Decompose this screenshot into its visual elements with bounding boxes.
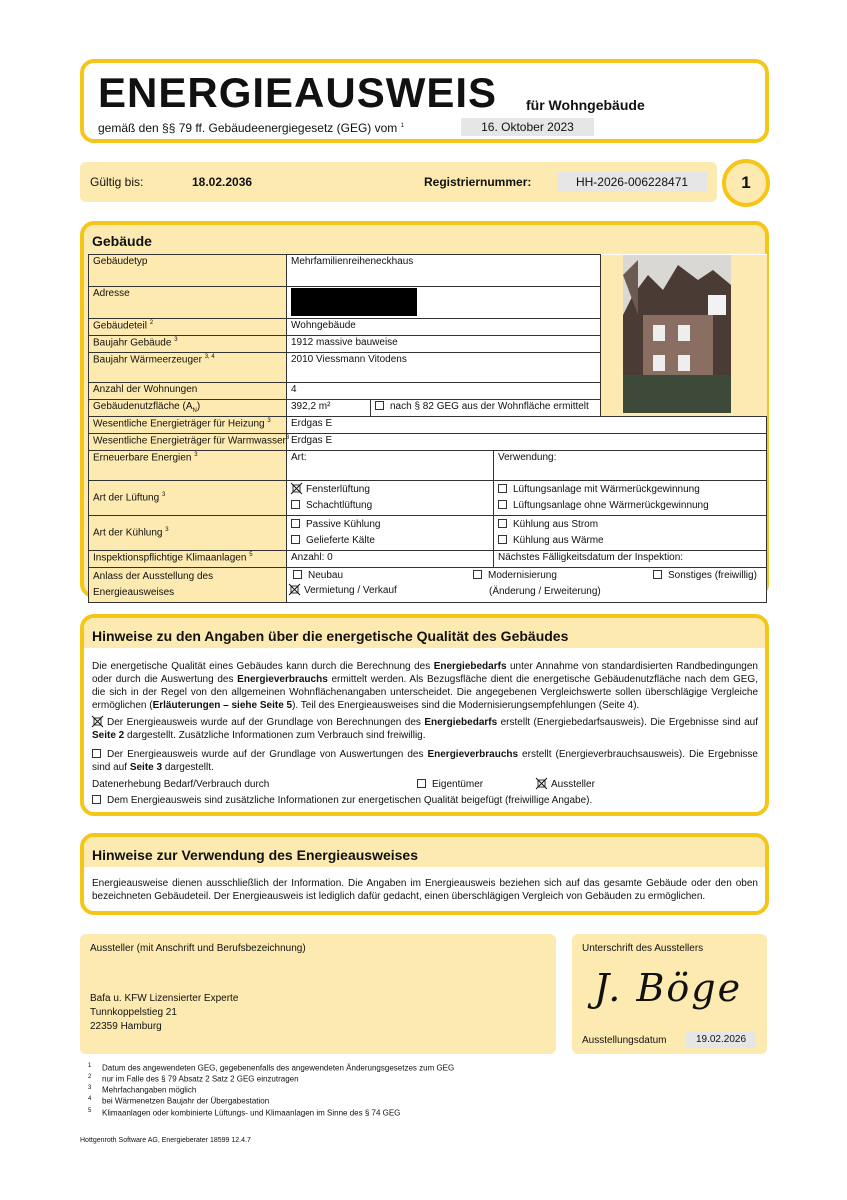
consumption-c: erstellt (Energieverbrauchsausweis). Die Ergebnisse sind auf xyxy=(92,749,758,773)
area-subscript: N xyxy=(192,408,197,414)
checkbox[interactable] xyxy=(293,570,302,579)
checked-checkbox-icon[interactable] xyxy=(289,584,300,595)
footnote-ref: 3 xyxy=(285,435,290,441)
extra-info-label: Dem Energieausweis sind zusätzliche Informationen zur energetischen Qualität beigefügt (freiwillige Angabe). xyxy=(107,795,593,806)
footnote-ref: 3 xyxy=(161,492,166,499)
demand-c: erstellt (Energiebedarfsausweis). Die Ergebnisse sind auf xyxy=(497,717,758,728)
registration-number: HH-2026-006228471 xyxy=(557,172,707,192)
renewable-type: Art: xyxy=(287,451,494,481)
footnote-text: nur im Falle des § 79 Absatz 2 Satz 2 GEG einzutragen xyxy=(102,1074,299,1084)
cool-passive[interactable] xyxy=(291,517,489,533)
checkbox[interactable] xyxy=(291,519,300,528)
cool-electric[interactable] xyxy=(498,517,762,533)
legal-basis-text: gemäß den §§ 79 ff. Gebäudeenergiegesetz (GEG) vom xyxy=(98,121,398,135)
renewable-label-text: Erneuerbare Energien xyxy=(93,452,192,464)
reason-other[interactable] xyxy=(653,570,757,581)
checkbox[interactable] xyxy=(498,519,507,528)
reason-rent[interactable] xyxy=(289,585,397,596)
geg-date: 16. Oktober 2023 xyxy=(461,118,594,136)
quality-hints-title: Hinweise zu den Angaben über die energetische Qualität des Gebäudes xyxy=(92,628,569,644)
area-note xyxy=(371,400,601,417)
footnote-number: 5 xyxy=(88,1107,92,1114)
footnote-text: Mehrfachangaben möglich xyxy=(102,1085,197,1095)
header-box xyxy=(80,59,769,143)
collect-issuer-label: Aussteller xyxy=(551,779,595,790)
footnote-ref: 3 xyxy=(165,527,169,534)
cool-passive-label: Passive Kühlung xyxy=(306,519,381,530)
heater-value: 2010 Viessmann Vitodens xyxy=(287,353,601,383)
valid-until-value: 18.02.2036 xyxy=(192,175,253,189)
footnote-number: 4 xyxy=(88,1096,92,1103)
reason-other-label: Sonstiges (freiwillig) xyxy=(668,570,757,581)
ac-next-inspection: Nächstes Fälligkeitsdatum der Inspektion: xyxy=(494,551,767,568)
checkbox[interactable] xyxy=(498,500,507,509)
checkbox[interactable] xyxy=(92,795,101,804)
intro-g: ). Teil des Energieausweises sind die Modernisierungsempfehlungen (Seite 4). xyxy=(292,700,640,711)
reason-modernization[interactable] xyxy=(473,570,557,581)
vent-without-recovery-label: Lüftungsanlage ohne Wärmerückgewinnung xyxy=(513,500,709,511)
footnotes xyxy=(88,1062,454,1118)
checked-checkbox-icon[interactable] xyxy=(291,483,302,494)
footnote-ref: 3 xyxy=(174,337,178,343)
cooling-options-left xyxy=(287,516,494,551)
consumption-a: Der Energieausweis wurde auf der Grundlage von Auswertungen des xyxy=(107,749,428,760)
ac-count: Anzahl: 0 xyxy=(287,551,494,568)
demand-option[interactable] xyxy=(92,716,758,742)
registration-label: Registriernummer: xyxy=(424,175,532,189)
photo-cell xyxy=(601,255,767,417)
footnote-ref: 3, 4 xyxy=(204,354,215,360)
collect-owner[interactable] xyxy=(417,778,483,791)
cool-heat-label: Kühlung aus Wärme xyxy=(513,535,604,546)
vent-shaft-label: Schachtlüftung xyxy=(306,500,373,511)
ventilation-label xyxy=(89,481,287,516)
ventilation-options-right xyxy=(494,481,767,516)
address-redaction xyxy=(291,288,417,316)
consumption-b: Energieverbrauchs xyxy=(427,749,519,760)
intro-d: Energieverbrauchs xyxy=(237,674,328,685)
checkbox[interactable] xyxy=(498,535,507,544)
validity-bar xyxy=(80,162,717,202)
footnote-5 xyxy=(88,1107,454,1118)
cool-delivered-label: Gelieferte Kälte xyxy=(306,535,375,546)
reason-rent-label: Vermietung / Verkauf xyxy=(304,585,397,597)
year-label xyxy=(89,336,287,353)
intro-e: ermittelt werden. Als Bezugsfläche dient die energetische Gebäudenutzfläche nach dem GEG, die sich in der Regel von den allgemeinen Wohnflächenangaben unterscheidet. Die angegebenen Vergleichswerte sollen überschlägige Vergleiche ermöglichen ( xyxy=(92,674,758,711)
extra-info-option[interactable] xyxy=(92,794,592,807)
footnote-ref: 3 xyxy=(194,452,198,458)
intro-b: Energiebedarfs xyxy=(433,661,507,672)
units-label: Anzahl der Wohnungen xyxy=(89,383,287,400)
reason-modernization-label: Modernisierung xyxy=(488,570,557,581)
quality-intro xyxy=(92,660,758,712)
footnote-ref: 2 xyxy=(149,320,154,326)
footnote-text: Klimaanlagen oder kombinierte Lüftungs- und Klimaanlagen im Sinne des § 74 GEG xyxy=(102,1108,401,1118)
vent-shaft[interactable] xyxy=(291,498,489,514)
address-label: Adresse xyxy=(89,287,287,319)
building-title: Gebäude xyxy=(92,233,152,249)
software-credit: Hottgenroth Software AG, Energieberater 18599 12.4.7 xyxy=(80,1137,251,1144)
vent-window-label: Fensterlüftung xyxy=(306,484,370,495)
ventilation-options-left xyxy=(287,481,494,516)
footnote-number: 3 xyxy=(88,1085,92,1092)
signature-label: Unterschrift des Ausstellers xyxy=(582,943,704,954)
type-value: Mehrfamilienreiheneckhaus xyxy=(287,255,601,287)
address-value xyxy=(287,287,601,319)
collect-owner-label: Eigentümer xyxy=(432,779,484,790)
issue-date-value: 19.02.2026 xyxy=(686,1031,756,1048)
issuer-line1: Bafa u. KFW Lizensierter Experte xyxy=(90,993,239,1004)
checkbox[interactable] xyxy=(291,535,300,544)
vent-with-recovery[interactable] xyxy=(498,482,762,498)
checkbox[interactable] xyxy=(473,570,482,579)
reason-label-line2: Energieausweises xyxy=(93,587,175,598)
quality-hints-section xyxy=(80,614,769,816)
footnote-2 xyxy=(88,1073,454,1084)
usage-hints-section xyxy=(80,833,769,915)
signature-box xyxy=(572,934,767,1054)
footnote-3 xyxy=(88,1084,454,1095)
reason-modernization-sub: (Änderung / Erweiterung) xyxy=(489,586,601,597)
building-table xyxy=(88,254,767,603)
building-photo xyxy=(623,255,731,413)
intro-a: Die energetische Qualität eines Gebäudes kann durch die Berechnung des xyxy=(92,661,434,672)
checkbox[interactable] xyxy=(653,570,662,579)
units-value: 4 xyxy=(287,383,601,400)
demand-d: Seite 2 xyxy=(92,730,125,741)
cool-heat[interactable] xyxy=(498,533,762,549)
intro-c: unter Annahme von standardisierten Randbedingungen oder durch die Auswertung des xyxy=(92,661,758,685)
footnote-number: 2 xyxy=(88,1074,92,1081)
legal-basis xyxy=(98,121,404,135)
vent-without-recovery[interactable] xyxy=(498,498,762,514)
issue-date-label: Ausstellungsdatum xyxy=(582,1035,667,1046)
cooling-label xyxy=(89,516,287,551)
reason-label-line1: Anlass der Ausstellung des xyxy=(93,571,214,582)
renewable-label xyxy=(89,451,287,481)
footnote-text: Datum des angewendeten GEG, gegebenenfalls des angewendeten Änderungsgesetzes zum GEG xyxy=(102,1063,455,1073)
reason-label xyxy=(89,568,287,603)
cooling-label-text: Art der Kühlung xyxy=(93,527,163,539)
year-label-text: Baujahr Gebäude xyxy=(93,337,172,349)
part-label-text: Gebäudeteil xyxy=(93,320,147,332)
area-checkbox[interactable] xyxy=(375,401,384,410)
part-value: Wohngebäude xyxy=(287,319,601,336)
consumption-option[interactable] xyxy=(92,748,758,774)
footnote-ref: 5 xyxy=(249,552,253,558)
heat-carrier-value: Erdgas E xyxy=(287,417,767,434)
consumption-e: dargestellt. xyxy=(162,762,214,773)
cool-delivered[interactable] xyxy=(291,533,489,549)
reason-options xyxy=(287,568,767,603)
reason-new-label: Neubau xyxy=(308,570,344,581)
cooling-options-right xyxy=(494,516,767,551)
footnote-number: 1 xyxy=(88,1063,92,1069)
signature: J. Böge xyxy=(594,966,743,1010)
area-label xyxy=(89,400,287,417)
document-title: ENERGIEAUSWEIS xyxy=(98,69,498,116)
area-label-close: ) xyxy=(196,401,201,412)
checkbox[interactable] xyxy=(498,484,507,493)
area-note-text: nach § 82 GEG aus der Wohnfläche ermittelt xyxy=(390,401,589,412)
checked-checkbox-icon[interactable] xyxy=(92,716,103,727)
data-collection-label: Datenerhebung Bedarf/Verbrauch durch xyxy=(92,779,270,790)
checkbox[interactable] xyxy=(92,749,101,758)
demand-a: Der Energieausweis wurde auf der Grundlage von Berechnungen des xyxy=(107,717,425,728)
page-number-badge xyxy=(722,159,770,207)
ventilation-label-text: Art der Lüftung xyxy=(93,492,160,504)
renewable-usage: Verwendung: xyxy=(494,451,767,481)
checkbox[interactable] xyxy=(291,500,300,509)
usage-hints-title: Hinweise zur Verwendung des Energieausweises xyxy=(92,847,419,863)
issuer-label: Aussteller (mit Anschrift und Berufsbezeichnung) xyxy=(90,943,306,954)
checkbox[interactable] xyxy=(417,779,426,788)
issuer-line2: Tunnkoppelstieg 21 xyxy=(90,1007,177,1018)
footnote-ref: 1 xyxy=(400,123,404,129)
issuer-box xyxy=(80,934,556,1054)
cool-electric-label: Kühlung aus Strom xyxy=(513,519,599,530)
water-carrier-label-text: Wesentliche Energieträger für Warmwasser xyxy=(93,435,286,447)
area-value: 392,2 m² xyxy=(287,400,371,417)
intro-f: Erläuterungen – siehe Seite 5 xyxy=(152,700,293,711)
ac-label-text: Inspektionspflichtige Klimaanlagen xyxy=(93,552,247,564)
vent-window[interactable] xyxy=(291,482,489,498)
usage-hints-text: Energieausweise dienen ausschließlich der Information. Die Angaben im Energieausweis beziehen sich auf das gesamte Gebäude oder den oben bezeichneten Gebäudeteil. Der Energieausweis ist lediglich dafür gedacht, einen überschlägigen Vergleich von Gebäuden zu ermöglichen. xyxy=(92,878,758,902)
part-label xyxy=(89,319,287,336)
checked-checkbox-icon[interactable] xyxy=(536,778,547,789)
footnote-1 xyxy=(88,1062,454,1073)
vent-with-recovery-label: Lüftungsanlage mit Wärmerückgewinnung xyxy=(513,484,700,495)
year-value: 1912 massive bauweise xyxy=(287,336,601,353)
water-carrier-label xyxy=(89,434,290,451)
ac-label xyxy=(89,551,287,568)
footnote-4 xyxy=(88,1095,454,1106)
footnote-text: bei Wärmenetzen Baujahr der Übergabestation xyxy=(102,1097,270,1107)
valid-until-label: Gültig bis: xyxy=(90,175,144,189)
footnote-ref: 3 xyxy=(267,418,271,424)
reason-new[interactable] xyxy=(293,570,343,581)
issuer-line3: 22359 Hamburg xyxy=(90,1021,162,1032)
demand-b: Energiebedarfs xyxy=(424,717,498,728)
collect-issuer[interactable] xyxy=(536,778,595,791)
heat-carrier-label xyxy=(89,417,287,434)
document-subtitle: für Wohngebäude xyxy=(526,97,645,113)
water-carrier-value: Erdgas E xyxy=(287,434,767,451)
heater-label xyxy=(89,353,287,383)
consumption-d: Seite 3 xyxy=(129,762,163,773)
page-number: 1 xyxy=(741,173,751,192)
area-label-text: Gebäudenutzfläche (A xyxy=(93,401,193,412)
demand-e: dargestellt. Zusätzliche Informationen zum Verbrauch sind freiwillig. xyxy=(124,730,426,741)
type-label: Gebäudetyp xyxy=(89,255,287,287)
heat-carrier-label-text: Wesentliche Energieträger für Heizung xyxy=(93,418,265,430)
heater-label-text: Baujahr Wärmeerzeuger xyxy=(93,354,202,366)
